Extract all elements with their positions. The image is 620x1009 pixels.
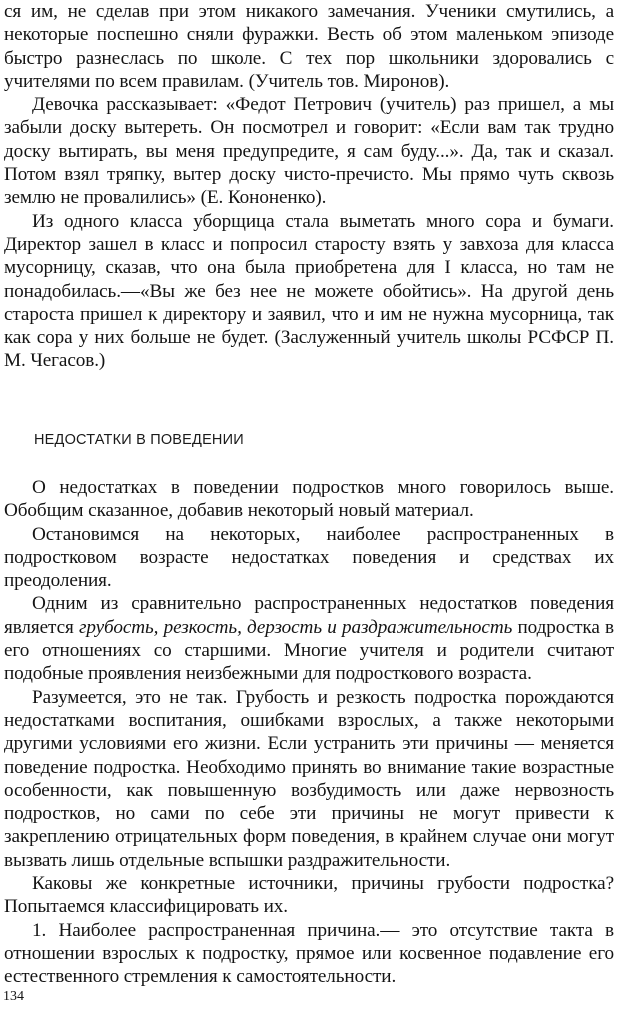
paragraph: Разумеется, это не так. Грубость и резкость подростка порождаются недостатками воспитания, ошибками взрослых, а также некоторыми другими условиями его жизни. Если устранить эти причины — меняется поведение подростка. Необходимо принять во внимание такие возрастные особенности, как повышенную возбудимость или даже нервозность подростков, но сами по себе эти причины не могут привести к закреплению отрицательных форм поведения, в крайнем случае они могут вызвать лишь отдельные вспышки раздражительности.: [4, 686, 614, 871]
page-number: 134: [3, 989, 24, 1004]
paragraph: Из одного класса уборщица стала выметать много сора и бумаги. Директор зашел в класс и попросил старосту взять у завхоза для класса мусорницу, сказав, что она была приобретена для I класса, но там не понадобилась.—«Вы же без нее не можете обойтись». На другой день староста пришел к директору и заявил, что и им не нужна мусорница, так как сора у них больше не будет. (Заслуженный учитель школы РСФСР П. М. Чегасов.): [4, 210, 614, 372]
paragraph: Остановимся на некоторых, наиболее распространенных в подростковом возрасте недостатках поведения и средствах их преодоления.: [4, 523, 614, 592]
paragraph: [4, 592, 614, 685]
paragraph-text: Одним из сравнительно распространенных недостатков поведения является: [4, 593, 614, 638]
paragraph: 1. Наиболее распространенная причина.— это отсутствие такта в отношении взрослых к подростку, прямое или косвенное подавление его естественного стремления к самостоятельности.: [4, 919, 614, 988]
paragraph: О недостатках в поведении подростков много говорилось выше. Обобщим сказанное, добавив некоторый новый материал.: [4, 477, 614, 522]
text-block-top: [4, 0, 614, 373]
paragraph: Девочка рассказывает: «Федот Петрович (учитель) раз пришел, а мы забыли доску вытереть. Он посмотрел и говорит: «Если вам так трудно доску вытирать, вы меня предупредите, я сам буду...». Да, так и сказал. Потом взял тряпку, вытер доску чисто-пречисто. Мы прямо чуть сквозь землю не провалились» (Е. Кононенко).: [4, 94, 614, 209]
paragraph: ся им, не сделав при этом никакого замечания. Ученики смутились, а некоторые поспешно сняли фуражки. Весть об этом маленьком эпизоде быстро разнеслась по школе. С тех пор школьники здоровались с учителями по всем правилам. (Учитель тов. Миронов).: [4, 1, 614, 92]
emphasized-text: грубость, резкость, дерзость и раздражительность: [78, 616, 513, 638]
section-heading: НЕДОСТАТКИ В ПОВЕДЕНИИ: [34, 432, 244, 448]
text-block-bottom: [4, 476, 614, 989]
paragraph: Каковы же конкретные источники, причины грубости подростка? Попытаемся классифицировать их.: [4, 873, 614, 918]
paragraph-text: подростка в его отношениях со старшими. Многие учителя и родители считают подобные проявления неизбежными для подросткового возраста.: [4, 616, 614, 685]
